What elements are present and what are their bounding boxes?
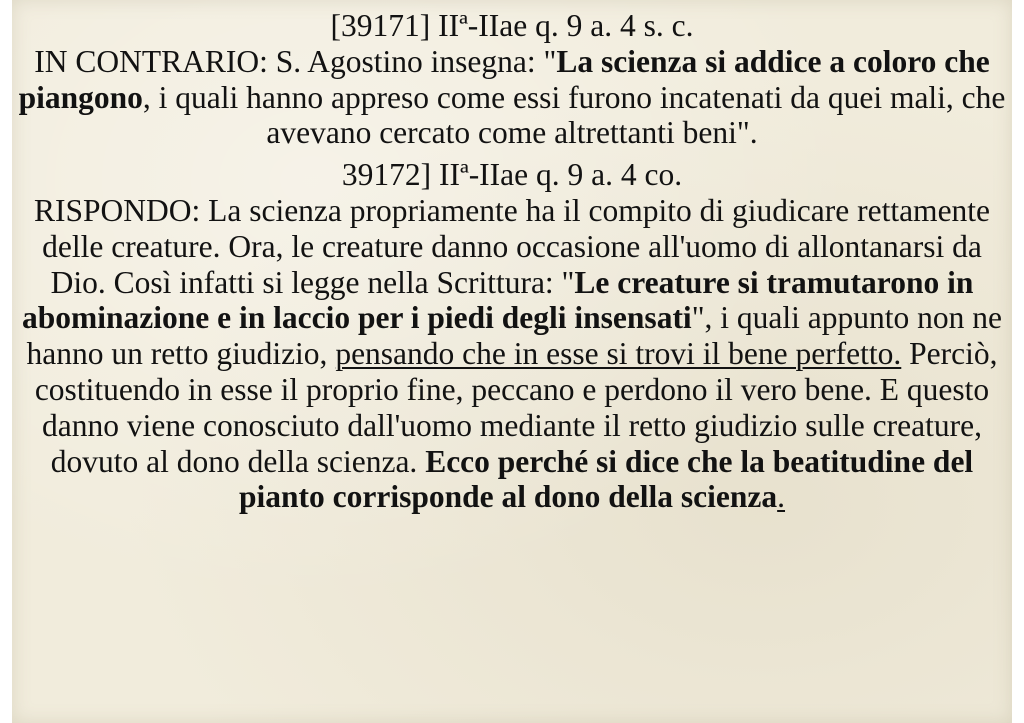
document-text xyxy=(12,8,1012,515)
section-2-underlined-text: pensando che in esse si trovi il bene perfetto. xyxy=(335,336,902,372)
section-1-rest: , i quali hanno appreso come essi furono incatenati da quei mali, che avevano cercato come altrettanti beni". xyxy=(142,79,1006,151)
section-1 xyxy=(12,8,1012,151)
section-2-reference: 39172] IIª-IIae q. 9 a. 4 co. xyxy=(341,157,683,193)
section-2-intro: RISPONDO: La scienza propriamente ha il compito di giudicare rettamente delle creature. Ora, le creature danno occasione all'uomo di allontanarsi da Dio. Così infatti si legge nella Scrittura: " xyxy=(33,192,991,300)
section-2-after-quote: ", i quali appunto non ne hanno un retto giudizio, xyxy=(26,300,1002,372)
section-2-bold-quote: Le creature si tramutarono in abominazione e in laccio per i piedi degli insensati xyxy=(21,264,974,336)
section-1-bold-quote: La scienza si addice a coloro che piangono xyxy=(18,43,990,115)
section-1-label: IN CONTRARIO: S. Agostino insegna: " xyxy=(34,43,557,79)
section-2-final-punct: . xyxy=(777,479,786,515)
section-1-reference: [39171] IIª-IIae q. 9 a. 4 s. c. xyxy=(330,8,694,43)
page-sheet xyxy=(12,0,1012,723)
section-2 xyxy=(12,157,1012,515)
section-2-middle: Perciò, costituendo in esse il proprio fine, peccano e perdono il vero bene. E questo danno viene conosciuto dall'uomo mediante il retto giudizio sulle creature, dovuto al dono della scienza. xyxy=(34,336,998,479)
section-2-bold-conclusion: Ecco perché si dice che la beatitudine del pianto corrisponde al dono della scienza xyxy=(238,443,974,515)
